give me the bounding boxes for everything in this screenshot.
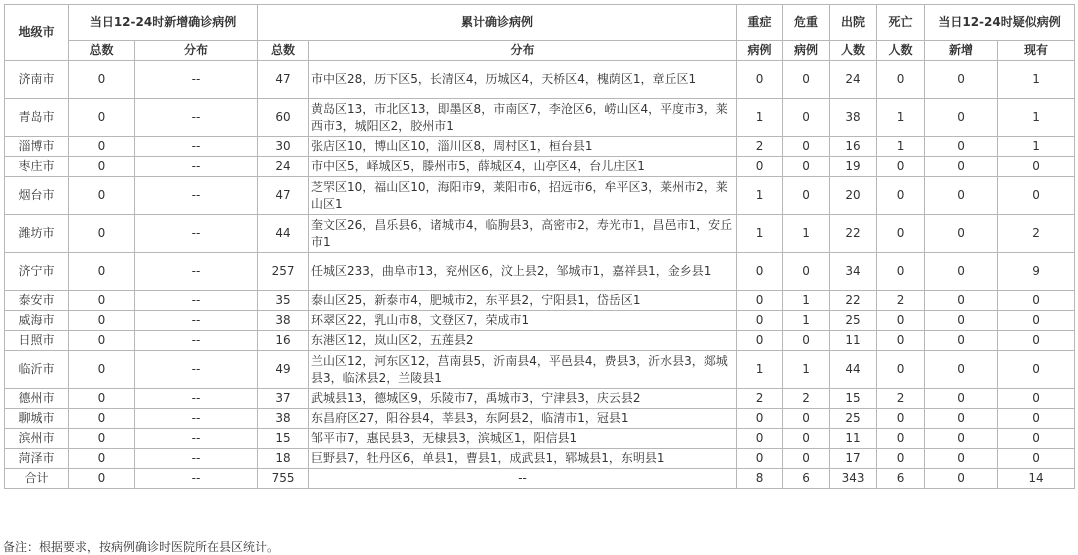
cumulative-distribution-cell: 芝罘区10，福山区10，海阳市9，莱阳市6，招远市6，牟平区3，莱州市2，莱山区1: [309, 177, 737, 215]
header-severe-top: 重症: [737, 5, 783, 41]
suspected-new-cell: 0: [925, 331, 998, 351]
header-cumulative-distribution: 分布: [309, 41, 737, 61]
discharged-cell: 20: [830, 177, 877, 215]
new-distribution-cell: --: [135, 291, 258, 311]
new-distribution-cell: --: [135, 409, 258, 429]
total-discharged-cell: 343: [830, 469, 877, 489]
city-cell: 聊城市: [5, 409, 69, 429]
table-row: [5, 137, 1075, 157]
cumulative-distribution-cell: 东昌府区27，阳谷县4，莘县3，东阿县2，临清市1，冠县1: [309, 409, 737, 429]
city-cell: 潍坊市: [5, 215, 69, 253]
discharged-cell: 34: [830, 253, 877, 291]
suspected-current-cell: 0: [998, 331, 1075, 351]
cumulative-total-cell: 44: [258, 215, 309, 253]
suspected-current-cell: 0: [998, 389, 1075, 409]
suspected-current-cell: 0: [998, 311, 1075, 331]
suspected-new-cell: 0: [925, 177, 998, 215]
cumulative-distribution-cell: 市中区5，峄城区5，滕州市5，薛城区4，山亭区4，台儿庄区1: [309, 157, 737, 177]
new-total-cell: 0: [69, 99, 135, 137]
severe-cell: 1: [737, 177, 783, 215]
critical-cell: 2: [783, 389, 830, 409]
new-distribution-cell: --: [135, 157, 258, 177]
table-row: [5, 99, 1075, 137]
severe-cell: 0: [737, 409, 783, 429]
suspected-current-cell: 0: [998, 157, 1075, 177]
cumulative-total-cell: 49: [258, 351, 309, 389]
cumulative-distribution-cell: 兰山区12，河东区12，莒南县5，沂南县4，平邑县4，费县3，沂水县3，郯城县3，临沭县2，兰陵县1: [309, 351, 737, 389]
suspected-current-cell: 0: [998, 409, 1075, 429]
table-row: [5, 253, 1075, 291]
header-discharged-bottom: 人数: [830, 41, 877, 61]
table-row: [5, 409, 1075, 429]
severe-cell: 1: [737, 215, 783, 253]
deaths-cell: 0: [877, 449, 925, 469]
cumulative-distribution-cell: 环翠区22，乳山市8，文登区7，荣成市1: [309, 311, 737, 331]
suspected-new-cell: 0: [925, 351, 998, 389]
suspected-new-cell: 0: [925, 389, 998, 409]
city-cell: 青岛市: [5, 99, 69, 137]
cumulative-distribution-cell: 市中区28，历下区5，长清区4，历城区4，天桥区4，槐荫区1，章丘区1: [309, 61, 737, 99]
critical-cell: 0: [783, 61, 830, 99]
header-cumulative-confirmed-group: 累计确诊病例: [258, 5, 737, 41]
discharged-cell: 11: [830, 429, 877, 449]
total-severe-cell: 8: [737, 469, 783, 489]
cumulative-total-cell: 47: [258, 177, 309, 215]
city-cell: 淄博市: [5, 137, 69, 157]
suspected-current-cell: 0: [998, 177, 1075, 215]
table-row: [5, 61, 1075, 99]
critical-cell: 0: [783, 253, 830, 291]
severe-cell: 1: [737, 351, 783, 389]
new-distribution-cell: --: [135, 351, 258, 389]
cumulative-total-cell: 257: [258, 253, 309, 291]
cumulative-total-cell: 30: [258, 137, 309, 157]
severe-cell: 0: [737, 449, 783, 469]
city-cell: 济宁市: [5, 253, 69, 291]
header-row-top: [5, 5, 1075, 41]
deaths-cell: 0: [877, 409, 925, 429]
critical-cell: 1: [783, 311, 830, 331]
cumulative-total-cell: 15: [258, 429, 309, 449]
header-deaths-bottom: 人数: [877, 41, 925, 61]
header-critical-bottom: 病例: [783, 41, 830, 61]
deaths-cell: 0: [877, 311, 925, 331]
critical-cell: 0: [783, 177, 830, 215]
severe-cell: 0: [737, 331, 783, 351]
covid-stats-table: [4, 4, 1075, 489]
suspected-new-cell: 0: [925, 429, 998, 449]
discharged-cell: 17: [830, 449, 877, 469]
city-cell: 威海市: [5, 311, 69, 331]
cumulative-total-cell: 38: [258, 409, 309, 429]
discharged-cell: 22: [830, 291, 877, 311]
table-row: [5, 449, 1075, 469]
table-row: [5, 311, 1075, 331]
city-cell: 德州市: [5, 389, 69, 409]
new-distribution-cell: --: [135, 99, 258, 137]
cumulative-total-cell: 37: [258, 389, 309, 409]
new-total-cell: 0: [69, 389, 135, 409]
new-distribution-cell: --: [135, 449, 258, 469]
header-new-total: 总数: [69, 41, 135, 61]
discharged-cell: 24: [830, 61, 877, 99]
discharged-cell: 38: [830, 99, 877, 137]
severe-cell: 2: [737, 389, 783, 409]
cumulative-total-cell: 38: [258, 311, 309, 331]
new-total-cell: 0: [69, 429, 135, 449]
city-cell: 菏泽市: [5, 449, 69, 469]
new-total-cell: 0: [69, 291, 135, 311]
city-cell: 泰安市: [5, 291, 69, 311]
table-row: [5, 215, 1075, 253]
suspected-current-cell: 0: [998, 429, 1075, 449]
cumulative-distribution-cell: 巨野县7，牡丹区6，单县1，曹县1，成武县1，郓城县1，东明县1: [309, 449, 737, 469]
new-total-cell: 0: [69, 137, 135, 157]
header-severe-bottom: 病例: [737, 41, 783, 61]
new-total-cell: 0: [69, 61, 135, 99]
new-distribution-cell: --: [135, 61, 258, 99]
deaths-cell: 0: [877, 253, 925, 291]
severe-cell: 1: [737, 99, 783, 137]
suspected-new-cell: 0: [925, 61, 998, 99]
table-row: [5, 157, 1075, 177]
suspected-new-cell: 0: [925, 253, 998, 291]
city-cell: 济南市: [5, 61, 69, 99]
table-row: [5, 291, 1075, 311]
severe-cell: 0: [737, 157, 783, 177]
header-critical-top: 危重: [783, 5, 830, 41]
discharged-cell: 19: [830, 157, 877, 177]
city-cell: 滨州市: [5, 429, 69, 449]
severe-cell: 0: [737, 253, 783, 291]
critical-cell: 0: [783, 99, 830, 137]
new-distribution-cell: --: [135, 389, 258, 409]
total-suspected-new-cell: 0: [925, 469, 998, 489]
severe-cell: 0: [737, 311, 783, 331]
new-total-cell: 0: [69, 331, 135, 351]
cumulative-distribution-cell: 黄岛区13，市北区13，即墨区8，市南区7，李沧区6，崂山区4，平度市3，莱西市3，城阳区2，胶州市1: [309, 99, 737, 137]
critical-cell: 1: [783, 351, 830, 389]
deaths-cell: 0: [877, 331, 925, 351]
header-suspected-group: 当日12-24时疑似病例: [925, 5, 1075, 41]
suspected-new-cell: 0: [925, 311, 998, 331]
suspected-new-cell: 0: [925, 449, 998, 469]
suspected-new-cell: 0: [925, 157, 998, 177]
suspected-current-cell: 2: [998, 215, 1075, 253]
table-row: [5, 429, 1075, 449]
new-total-cell: 0: [69, 409, 135, 429]
deaths-cell: 0: [877, 429, 925, 449]
critical-cell: 1: [783, 215, 830, 253]
discharged-cell: 15: [830, 389, 877, 409]
new-total-cell: 0: [69, 351, 135, 389]
city-cell: 日照市: [5, 331, 69, 351]
table-row: [5, 177, 1075, 215]
cumulative-total-cell: 24: [258, 157, 309, 177]
cumulative-distribution-cell: 任城区233，曲阜市13，兖州区6，汶上县2，邹城市1，嘉祥县1，金乡县1: [309, 253, 737, 291]
header-row-sub: [5, 41, 1075, 61]
deaths-cell: 0: [877, 215, 925, 253]
discharged-cell: 11: [830, 331, 877, 351]
discharged-cell: 22: [830, 215, 877, 253]
suspected-current-cell: 1: [998, 99, 1075, 137]
deaths-cell: 0: [877, 177, 925, 215]
suspected-new-cell: 0: [925, 291, 998, 311]
new-distribution-cell: --: [135, 429, 258, 449]
new-total-cell: 0: [69, 449, 135, 469]
critical-cell: 0: [783, 157, 830, 177]
critical-cell: 1: [783, 291, 830, 311]
new-distribution-cell: --: [135, 253, 258, 291]
cumulative-total-cell: 18: [258, 449, 309, 469]
footnote: 备注：根据要求，按病例确诊时医院所在县区统计。: [3, 540, 280, 554]
severe-cell: 0: [737, 429, 783, 449]
cumulative-distribution-cell: 东港区12，岚山区2，五莲县2: [309, 331, 737, 351]
table-row: [5, 389, 1075, 409]
deaths-cell: 0: [877, 351, 925, 389]
header-suspected-new: 新增: [925, 41, 998, 61]
suspected-current-cell: 0: [998, 351, 1075, 389]
cumulative-total-cell: 35: [258, 291, 309, 311]
deaths-cell: 2: [877, 389, 925, 409]
cumulative-distribution-cell: 泰山区25，新泰市4，肥城市2，东平县2，宁阳县1，岱岳区1: [309, 291, 737, 311]
total-cumulative-distribution-cell: --: [309, 469, 737, 489]
new-distribution-cell: --: [135, 215, 258, 253]
severe-cell: 0: [737, 291, 783, 311]
deaths-cell: 0: [877, 157, 925, 177]
header-suspected-current: 现有: [998, 41, 1075, 61]
discharged-cell: 25: [830, 311, 877, 331]
suspected-new-cell: 0: [925, 137, 998, 157]
header-cumulative-total: 总数: [258, 41, 309, 61]
critical-cell: 0: [783, 449, 830, 469]
critical-cell: 0: [783, 409, 830, 429]
suspected-new-cell: 0: [925, 409, 998, 429]
suspected-current-cell: 0: [998, 449, 1075, 469]
suspected-current-cell: 0: [998, 291, 1075, 311]
header-discharged-top: 出院: [830, 5, 877, 41]
cumulative-total-cell: 60: [258, 99, 309, 137]
total-new-distribution-cell: --: [135, 469, 258, 489]
cumulative-total-cell: 16: [258, 331, 309, 351]
total-row: [5, 469, 1075, 489]
critical-cell: 0: [783, 429, 830, 449]
new-distribution-cell: --: [135, 311, 258, 331]
discharged-cell: 44: [830, 351, 877, 389]
new-total-cell: 0: [69, 177, 135, 215]
cumulative-distribution-cell: 奎文区26，昌乐县6，诸城市4，临朐县3，高密市2，寿光市1，昌邑市1，安丘市1: [309, 215, 737, 253]
new-total-cell: 0: [69, 215, 135, 253]
cumulative-distribution-cell: 邹平市7，惠民县3，无棣县3，滨城区1，阳信县1: [309, 429, 737, 449]
header-new-distribution: 分布: [135, 41, 258, 61]
new-total-cell: 0: [69, 157, 135, 177]
suspected-current-cell: 1: [998, 61, 1075, 99]
severe-cell: 0: [737, 61, 783, 99]
deaths-cell: 2: [877, 291, 925, 311]
total-new-cell: 0: [69, 469, 135, 489]
total-label-cell: 合计: [5, 469, 69, 489]
header-deaths-top: 死亡: [877, 5, 925, 41]
table-row: [5, 351, 1075, 389]
new-distribution-cell: --: [135, 137, 258, 157]
discharged-cell: 16: [830, 137, 877, 157]
new-total-cell: 0: [69, 253, 135, 291]
cumulative-distribution-cell: 武城县13，德城区9，乐陵市7，禹城市3，宁津县3，庆云县2: [309, 389, 737, 409]
header-city: 地级市: [5, 5, 69, 61]
city-cell: 临沂市: [5, 351, 69, 389]
critical-cell: 0: [783, 137, 830, 157]
deaths-cell: 0: [877, 61, 925, 99]
suspected-current-cell: 1: [998, 137, 1075, 157]
discharged-cell: 25: [830, 409, 877, 429]
table-row: [5, 331, 1075, 351]
total-cumulative-cell: 755: [258, 469, 309, 489]
suspected-new-cell: 0: [925, 215, 998, 253]
new-distribution-cell: --: [135, 177, 258, 215]
critical-cell: 0: [783, 331, 830, 351]
suspected-new-cell: 0: [925, 99, 998, 137]
severe-cell: 2: [737, 137, 783, 157]
suspected-current-cell: 9: [998, 253, 1075, 291]
city-cell: 烟台市: [5, 177, 69, 215]
new-distribution-cell: --: [135, 331, 258, 351]
total-suspected-current-cell: 14: [998, 469, 1075, 489]
total-deaths-cell: 6: [877, 469, 925, 489]
deaths-cell: 1: [877, 99, 925, 137]
cumulative-distribution-cell: 张店区10，博山区10，淄川区8，周村区1，桓台县1: [309, 137, 737, 157]
deaths-cell: 1: [877, 137, 925, 157]
header-new-confirmed-group: 当日12-24时新增确诊病例: [69, 5, 258, 41]
cumulative-total-cell: 47: [258, 61, 309, 99]
total-critical-cell: 6: [783, 469, 830, 489]
new-total-cell: 0: [69, 311, 135, 331]
city-cell: 枣庄市: [5, 157, 69, 177]
